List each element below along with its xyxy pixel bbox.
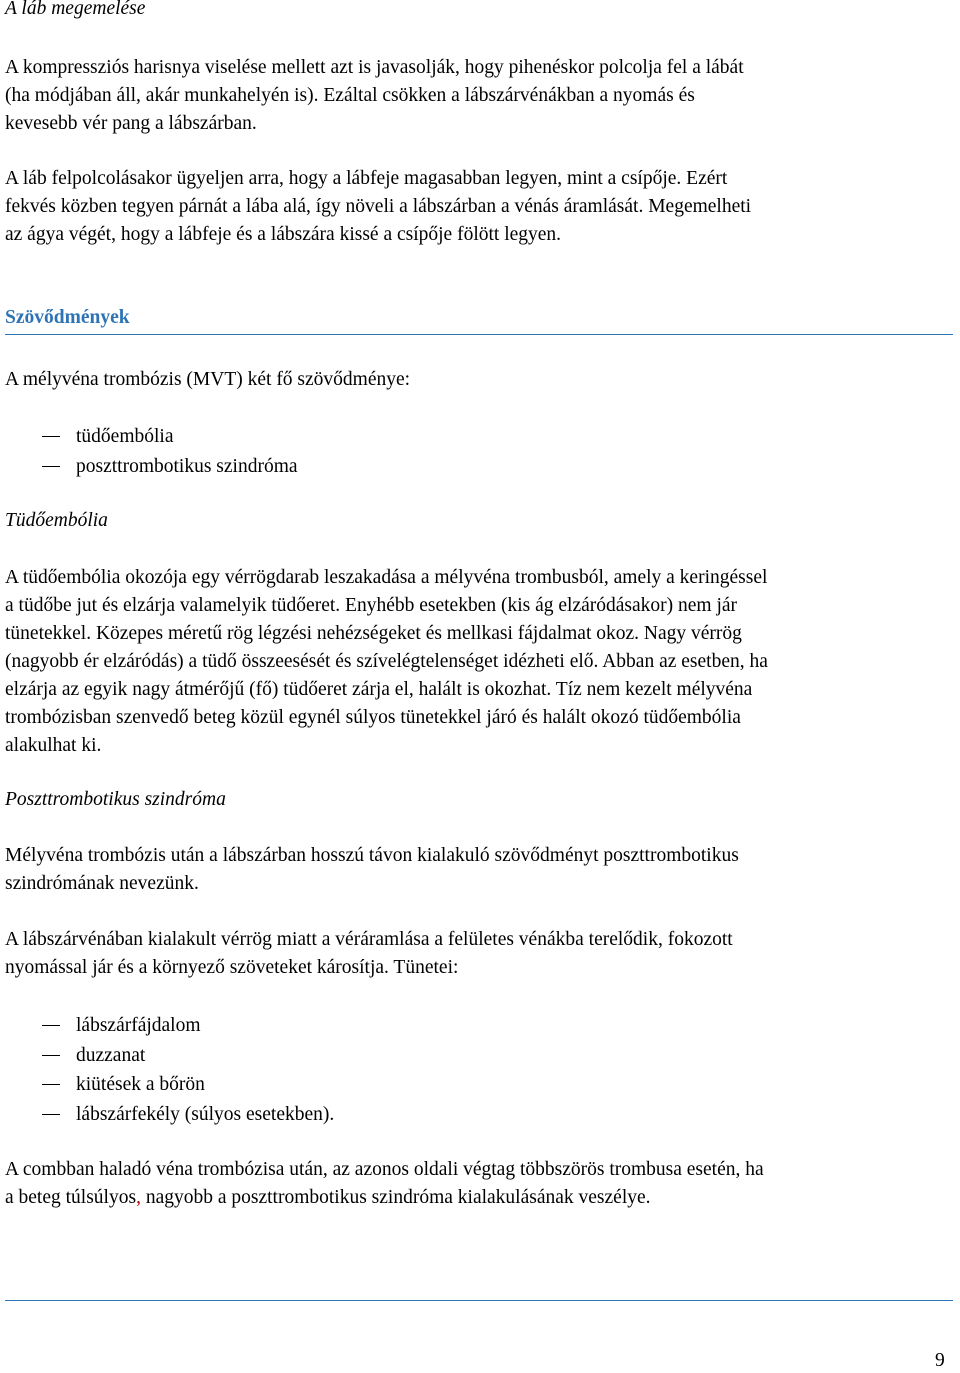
- heading-text: A láb megemelése: [5, 0, 146, 19]
- list-item: kiütések a bőrön: [5, 1070, 334, 1100]
- text-line: A kompressziós harisnya viselése mellett azt is javasolják, hogy pihenéskor polcolja fel a lábát: [5, 57, 744, 78]
- text-fragment: a beteg túlsúlyos: [5, 1187, 137, 1208]
- paragraph-pts-1: [5, 842, 953, 898]
- paragraph-leg-1: [5, 54, 953, 138]
- heading-text: Tüdőembólia: [5, 510, 108, 531]
- paragraph-leg-2: [5, 165, 953, 249]
- text-line: kevesebb vér pang a lábszárban.: [5, 113, 257, 134]
- text-line: a tüdőbe jut és elzárja valamelyik tüdőeret. Enyhébb esetekben (kis ág elzáródásakor) nem jár: [5, 595, 738, 616]
- text-line: fekvés közben tegyen párnát a lába alá, így növeli a lábszárban a vénás áramlását. Megemelheti: [5, 196, 752, 217]
- section-complications-heading: [5, 304, 953, 332]
- text-line: az ágya végét, hogy a lábfeje és a lábszára kissé a csípője fölött legyen.: [5, 224, 562, 245]
- text-line: (ha módjában áll, akár munkahelyén is). Ezáltal csökken a lábszárvénákban a nyomás és: [5, 85, 695, 106]
- page-number: 9: [935, 1350, 945, 1371]
- text-line: A combban haladó véna trombózisa után, az azonos oldali végtag többszörös trombusa esetén, ha: [5, 1159, 764, 1180]
- heading-text: Poszttrombotikus szindróma: [5, 789, 226, 810]
- heading-underline: [5, 334, 953, 335]
- list-item: lábszárfájdalom: [5, 1011, 334, 1041]
- list-item: duzzanat: [5, 1041, 334, 1071]
- symptoms-list: [5, 1011, 334, 1129]
- paragraph-pts-2: [5, 926, 953, 982]
- text-line: A mélyvéna trombózis (MVT) két fő szövődménye:: [5, 369, 411, 390]
- text-line: A lábszárvénában kialakult vérrög miatt a véráramlása a felületes vénákba terelődik, fokozott: [5, 929, 733, 950]
- text-line: szindrómának nevezünk.: [5, 873, 199, 894]
- marked-comma: ,: [136, 1187, 141, 1208]
- text-line: tünetekkel. Közepes méretű rög légzési nehézségeket és mellkasi fájdalmat okoz. Nagy vérrög: [5, 623, 742, 644]
- text-fragment: nagyobb a poszttrombotikus szindróma kialakulásának veszélye.: [140, 1187, 651, 1208]
- list-item: poszttrombotikus szindróma: [5, 452, 298, 482]
- text-line: A tüdőembólia okozója egy vérrögdarab leszakadása a mélyvéna trombusból, amely a keringéssel: [5, 567, 768, 588]
- paragraph-embolism: [5, 564, 953, 760]
- list-item: tüdőembólia: [5, 422, 298, 452]
- text-line: elzárja az egyik nagy átmérőjű (fő) tüdőeret zárja el, halált is okozhat. Tíz nem kezelt mélyvéna: [5, 679, 753, 700]
- text-line: trombózisban szenvedő beteg közül egynél súlyos tünetekkel járó és halált okozó tüdőembólia: [5, 707, 741, 728]
- section-leg-heading: [5, 0, 953, 23]
- paragraph-pts-3: [5, 1156, 953, 1212]
- text-line: alakulhat ki.: [5, 735, 102, 756]
- section-pts-heading: [5, 786, 953, 814]
- footer-rule: [5, 1300, 953, 1301]
- text-line: A láb felpolcolásakor ügyeljen arra, hogy a lábfeje magasabban legyen, mint a csípője. Ezért: [5, 168, 728, 189]
- text-line: nyomással jár és a környező szöveteket károsítja. Tünetei:: [5, 957, 459, 978]
- text-line: (nagyobb ér elzáródás) a tüdő összeesését és szívelégtelenséget idézheti elő. Abban az esetben, ha: [5, 651, 768, 672]
- heading-text: Szövődmények: [5, 307, 130, 328]
- text-line: Mélyvéna trombózis után a lábszárban hosszú távon kialakuló szövődményt poszttrombotikus: [5, 845, 739, 866]
- complications-intro: [5, 366, 953, 394]
- list-item: lábszárfekély (súlyos esetekben).: [5, 1100, 334, 1130]
- complications-list: [5, 422, 298, 481]
- text-line: [5, 1184, 953, 1212]
- section-embolism-heading: [5, 507, 953, 535]
